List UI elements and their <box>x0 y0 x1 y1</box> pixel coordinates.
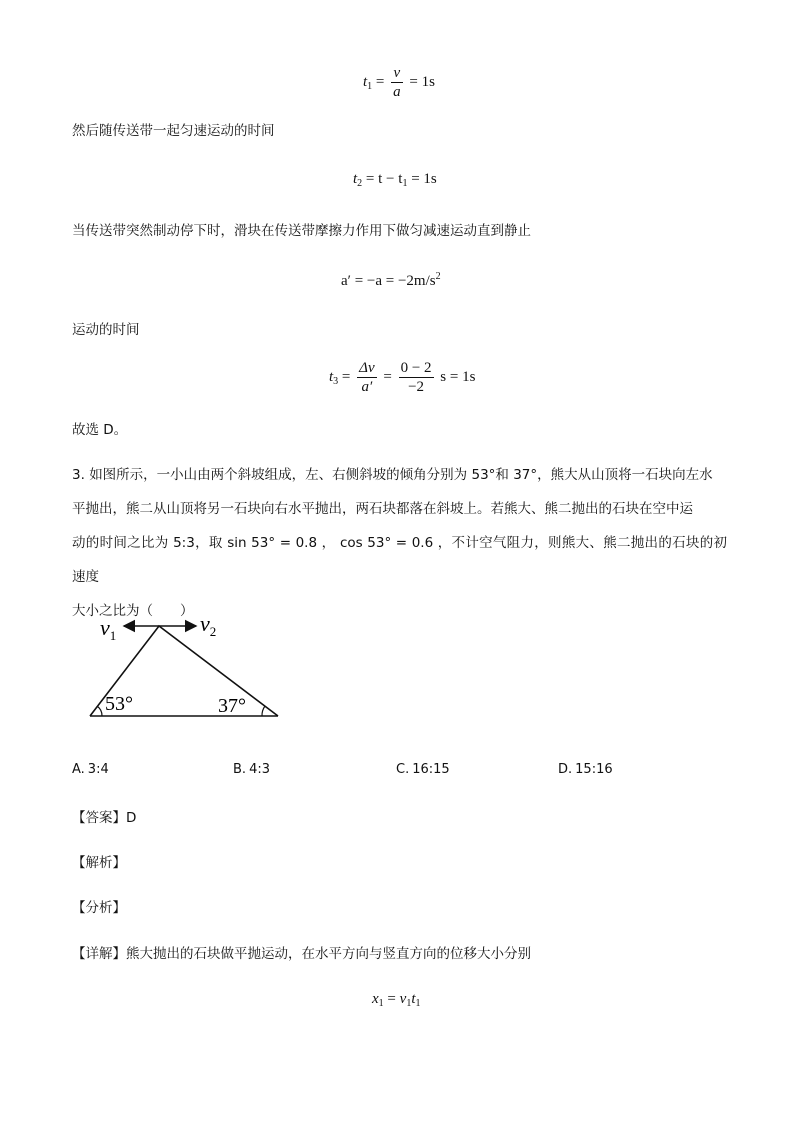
text-after-eq1: 然后随传送带一起匀速运动的时间 <box>72 123 275 139</box>
eq1-numerator: v <box>393 65 401 81</box>
angle-left-label: 53° <box>105 693 133 715</box>
eq5-lhs-sub: 1 <box>378 998 384 1009</box>
choice-d[interactable] <box>558 762 613 777</box>
choice-d-label: D. <box>558 762 573 777</box>
answer-line <box>72 806 136 826</box>
equation-t1: $t_1$ = $\frac{v}{a}$ = 1s <box>363 65 435 100</box>
answer-tag: 【答案】 <box>72 810 126 826</box>
eq1-lhs-var: t <box>363 73 368 90</box>
question-text-line-4: 大小之比为（ ） <box>72 603 194 619</box>
eq1-rhs: = 1s <box>409 73 435 90</box>
equation-t2 <box>353 171 437 189</box>
question-number: 3. <box>72 467 85 483</box>
eq5-rhs-sub1: 1 <box>406 998 412 1009</box>
eq4-num2: 0 − 2 <box>400 360 432 376</box>
fenxi-tag: 【分析】 <box>72 900 126 916</box>
angle-arc-right <box>262 706 265 716</box>
angle-right-label: 37° <box>218 695 246 717</box>
eq1-denominator: a <box>393 84 401 100</box>
analysis-tag: 【解析】 <box>72 855 126 871</box>
eq3-sup: 2 <box>435 271 441 282</box>
text-after-eq3: 运动的时间 <box>72 322 140 338</box>
eq4-den2: −2 <box>408 379 425 395</box>
equation-x1 <box>372 991 420 1009</box>
choice-c-value: 16:15 <box>412 762 450 777</box>
eq4-fraction-2 <box>399 359 434 396</box>
choice-d-value: 15:16 <box>575 762 613 777</box>
detail-tag: 【详解】 <box>72 946 126 962</box>
eq4-lhs-var: t <box>329 368 334 385</box>
eq1-fraction <box>391 64 403 101</box>
v2-label: $v_2$ <box>200 611 217 639</box>
choice-b[interactable] <box>233 762 270 777</box>
detail-text: 熊大抛出的石块做平抛运动，在水平方向与竖直方向的位移大小分别 <box>126 946 531 962</box>
v1-label: $v_1$ <box>100 615 117 643</box>
eq5-rhs-var: v <box>399 991 407 1007</box>
question-text-line-3: 动的时间之比为 5:3，取 sin 53° = 0.8 ， cos 53° = 0.6 ，不计空气阻力，则熊大、熊二抛出的石块的初速度 <box>72 535 727 585</box>
question-line-1 <box>72 458 727 492</box>
eq2-lhs-var: t <box>353 171 358 187</box>
choice-c[interactable] <box>396 762 450 777</box>
question-3 <box>72 458 727 628</box>
eq5-lhs-var: x <box>372 991 379 1007</box>
conclusion-text: 故选 D。 <box>72 422 128 438</box>
question-text-line-2: 平抛出，熊二从山顶将另一石块向右水平抛出，两石块都落在斜坡上。若熊大、熊二抛出的石块在空中运 <box>72 501 693 517</box>
choice-a-value: 3:4 <box>87 762 109 777</box>
equation-t3: $t_3$ = $\frac{\Delta v}{a'}$ = $\frac{0 - 2}{-2}$ s = 1s <box>329 360 476 395</box>
choice-a[interactable] <box>72 762 109 777</box>
choice-c-label: C. <box>396 762 410 777</box>
eq3-lhs: a′ = −a = −2m/s <box>341 273 436 289</box>
question-text-line-1: 如图所示，一小山由两个斜坡组成，左、右侧斜坡的倾角分别为 53°和 37°，熊大从山顶将一石块向左水 <box>89 467 713 483</box>
eq4-num1: Δv <box>359 360 375 376</box>
angle-arc-left <box>97 706 102 716</box>
detail-line <box>72 942 531 962</box>
eq2-rhs: = 1s <box>411 171 437 187</box>
answer-value: D <box>126 810 137 826</box>
choice-b-value: 4:3 <box>249 762 270 777</box>
eq2-mid: = t − t <box>365 171 403 187</box>
text-after-eq2: 当传送带突然制动停下时，滑块在传送带摩擦力作用下做匀减速运动直到静止 <box>72 223 531 239</box>
eq4-den1: a′ <box>361 379 373 395</box>
choice-a-label: A. <box>72 762 85 777</box>
eq5-rhs-var2: t <box>411 991 416 1007</box>
mountain-diagram <box>80 605 300 725</box>
eq5-rhs-sub2: 1 <box>415 998 421 1009</box>
choice-b-label: B. <box>233 762 247 777</box>
equation-a-prime <box>341 271 441 290</box>
eq4-rhs: s = 1s <box>440 368 476 385</box>
eq5-eq: = <box>387 991 400 1007</box>
eq4-lhs-sub: 3 <box>333 375 339 387</box>
eq1-lhs-sub: 1 <box>367 80 373 92</box>
eq2-lhs-sub: 2 <box>357 178 363 189</box>
eq2-mid-sub: 1 <box>402 178 408 189</box>
eq4-fraction-1 <box>357 359 376 396</box>
